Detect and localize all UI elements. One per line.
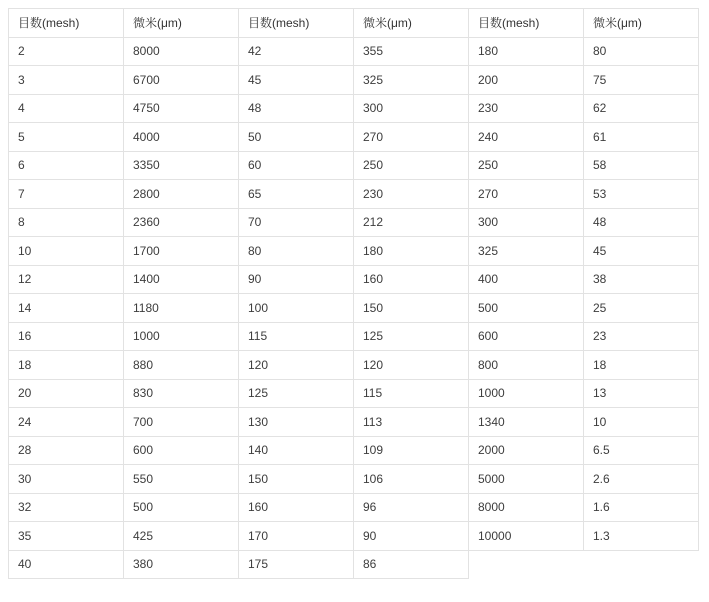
- table-cell: 4000: [124, 123, 239, 152]
- table-row: [9, 151, 699, 180]
- table-cell: 240: [469, 123, 584, 152]
- table-cell: 70: [239, 208, 354, 237]
- table-cell: 700: [124, 408, 239, 437]
- table-cell: 1000: [124, 322, 239, 351]
- table-cell: 14: [9, 294, 124, 323]
- table-row: [9, 265, 699, 294]
- table-row: [9, 208, 699, 237]
- table-cell: [469, 550, 584, 579]
- mesh-to-micron-table: [8, 8, 699, 579]
- table-cell: 40: [9, 550, 124, 579]
- table-cell: 2.6: [584, 465, 699, 494]
- table-cell: 3350: [124, 151, 239, 180]
- table-cell: 800: [469, 351, 584, 380]
- table-cell: 125: [354, 322, 469, 351]
- table-cell: 7: [9, 180, 124, 209]
- table-row: [9, 351, 699, 380]
- table-cell: 4: [9, 94, 124, 123]
- table-cell: 200: [469, 66, 584, 95]
- table-cell: 125: [239, 379, 354, 408]
- table-cell: 96: [354, 493, 469, 522]
- table-cell: 250: [354, 151, 469, 180]
- table-cell: 600: [469, 322, 584, 351]
- table-cell: 212: [354, 208, 469, 237]
- table-cell: 400: [469, 265, 584, 294]
- table-row: [9, 322, 699, 351]
- table-cell: 45: [239, 66, 354, 95]
- table-cell: 20: [9, 379, 124, 408]
- column-header-micron-2: 微米(μm): [354, 9, 469, 38]
- table-cell: 1180: [124, 294, 239, 323]
- table-cell: 3: [9, 66, 124, 95]
- table-cell: 13: [584, 379, 699, 408]
- column-header-mesh-1: 目数(mesh): [9, 9, 124, 38]
- table-cell: 28: [9, 436, 124, 465]
- table-header-row: [9, 9, 699, 38]
- table-cell: 1.6: [584, 493, 699, 522]
- table-cell: 18: [584, 351, 699, 380]
- table-cell: 48: [584, 208, 699, 237]
- table-cell: 2000: [469, 436, 584, 465]
- table-cell: 48: [239, 94, 354, 123]
- table-cell: 6: [9, 151, 124, 180]
- table-cell: [584, 550, 699, 579]
- table-cell: 35: [9, 522, 124, 551]
- table-cell: 1340: [469, 408, 584, 437]
- table-row: [9, 294, 699, 323]
- table-cell: 24: [9, 408, 124, 437]
- table-cell: 550: [124, 465, 239, 494]
- table-cell: 109: [354, 436, 469, 465]
- table-cell: 1700: [124, 237, 239, 266]
- table-row: [9, 66, 699, 95]
- table-cell: 1400: [124, 265, 239, 294]
- column-header-mesh-3: 目数(mesh): [469, 9, 584, 38]
- table-cell: 86: [354, 550, 469, 579]
- table-cell: 8: [9, 208, 124, 237]
- table-cell: 230: [354, 180, 469, 209]
- table-cell: 170: [239, 522, 354, 551]
- table-cell: 5: [9, 123, 124, 152]
- table-cell: 90: [239, 265, 354, 294]
- column-header-micron-3: 微米(μm): [584, 9, 699, 38]
- table-cell: 8000: [469, 493, 584, 522]
- table-cell: 10: [584, 408, 699, 437]
- table-row: [9, 550, 699, 579]
- table-cell: 62: [584, 94, 699, 123]
- table-cell: 80: [239, 237, 354, 266]
- table-cell: 425: [124, 522, 239, 551]
- table-cell: 90: [354, 522, 469, 551]
- table-cell: 1000: [469, 379, 584, 408]
- table-cell: 42: [239, 37, 354, 66]
- table-cell: 270: [354, 123, 469, 152]
- table-cell: 4750: [124, 94, 239, 123]
- table-cell: 325: [469, 237, 584, 266]
- table-cell: 12: [9, 265, 124, 294]
- table-cell: 300: [354, 94, 469, 123]
- table-row: [9, 522, 699, 551]
- table-cell: 30: [9, 465, 124, 494]
- table-cell: 58: [584, 151, 699, 180]
- table-cell: 38: [584, 265, 699, 294]
- table-cell: 6700: [124, 66, 239, 95]
- table-cell: 140: [239, 436, 354, 465]
- column-header-micron-1: 微米(μm): [124, 9, 239, 38]
- table-cell: 380: [124, 550, 239, 579]
- table-cell: 23: [584, 322, 699, 351]
- table-cell: 250: [469, 151, 584, 180]
- table-cell: 2360: [124, 208, 239, 237]
- table-cell: 1.3: [584, 522, 699, 551]
- table-cell: 75: [584, 66, 699, 95]
- table-cell: 120: [239, 351, 354, 380]
- table-cell: 160: [354, 265, 469, 294]
- table-row: [9, 408, 699, 437]
- table-cell: 25: [584, 294, 699, 323]
- table-cell: 300: [469, 208, 584, 237]
- table-cell: 130: [239, 408, 354, 437]
- table-cell: 355: [354, 37, 469, 66]
- table-row: [9, 465, 699, 494]
- table-cell: 270: [469, 180, 584, 209]
- table-row: [9, 493, 699, 522]
- table-cell: 500: [469, 294, 584, 323]
- table-cell: 150: [354, 294, 469, 323]
- table-row: [9, 94, 699, 123]
- table-row: [9, 37, 699, 66]
- table-row: [9, 436, 699, 465]
- table-cell: 106: [354, 465, 469, 494]
- table-cell: 6.5: [584, 436, 699, 465]
- table-cell: 830: [124, 379, 239, 408]
- table-cell: 160: [239, 493, 354, 522]
- table-cell: 32: [9, 493, 124, 522]
- table-cell: 8000: [124, 37, 239, 66]
- table-cell: 325: [354, 66, 469, 95]
- table-row: [9, 237, 699, 266]
- table-cell: 16: [9, 322, 124, 351]
- table-cell: 500: [124, 493, 239, 522]
- table-row: [9, 180, 699, 209]
- table-cell: 10: [9, 237, 124, 266]
- table-cell: 45: [584, 237, 699, 266]
- table-cell: 180: [354, 237, 469, 266]
- table-cell: 230: [469, 94, 584, 123]
- table-cell: 115: [354, 379, 469, 408]
- table-cell: 180: [469, 37, 584, 66]
- table-cell: 175: [239, 550, 354, 579]
- table-cell: 600: [124, 436, 239, 465]
- table-cell: 150: [239, 465, 354, 494]
- table-row: [9, 123, 699, 152]
- table-cell: 10000: [469, 522, 584, 551]
- table-cell: 61: [584, 123, 699, 152]
- table-cell: 18: [9, 351, 124, 380]
- table-cell: 5000: [469, 465, 584, 494]
- table-cell: 65: [239, 180, 354, 209]
- table-cell: 113: [354, 408, 469, 437]
- table-cell: 2: [9, 37, 124, 66]
- table-cell: 2800: [124, 180, 239, 209]
- column-header-mesh-2: 目数(mesh): [239, 9, 354, 38]
- table-row: [9, 379, 699, 408]
- table-cell: 80: [584, 37, 699, 66]
- table-cell: 50: [239, 123, 354, 152]
- table-cell: 880: [124, 351, 239, 380]
- table-cell: 120: [354, 351, 469, 380]
- table-cell: 53: [584, 180, 699, 209]
- table-cell: 115: [239, 322, 354, 351]
- table-cell: 100: [239, 294, 354, 323]
- table-cell: 60: [239, 151, 354, 180]
